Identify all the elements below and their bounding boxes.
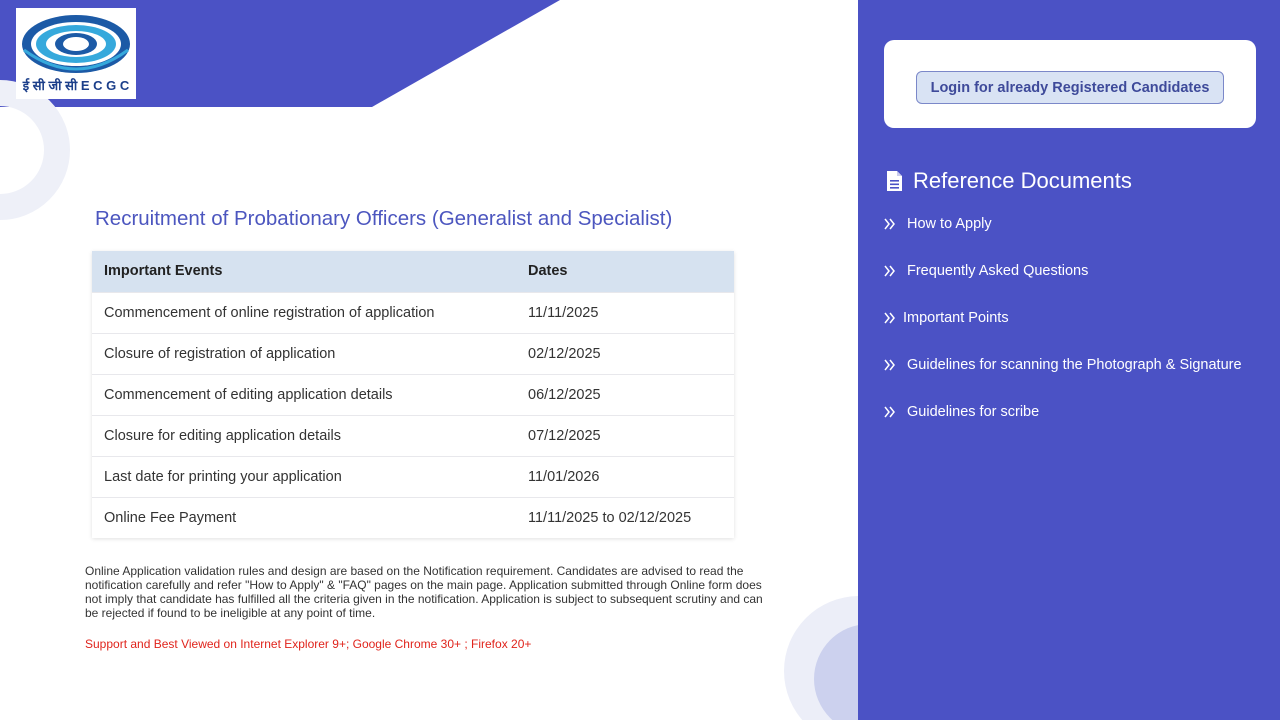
table-row <box>92 374 734 415</box>
ref-link-label: Important Points <box>903 310 1009 326</box>
sidebar <box>858 0 1280 720</box>
ref-link-important-points[interactable] <box>884 310 1009 326</box>
table-row <box>92 497 734 538</box>
double-chevron-right-icon <box>884 312 896 324</box>
event-cell: Closure of registration of application <box>92 333 516 374</box>
table-row <box>92 292 734 333</box>
column-header-events: Important Events <box>92 251 516 292</box>
ref-link-label: Guidelines for scribe <box>907 404 1040 420</box>
ecgc-logo-mark <box>16 8 136 99</box>
double-chevron-right-icon <box>884 218 896 230</box>
date-cell: 07/12/2025 <box>516 415 734 456</box>
date-cell: 02/12/2025 <box>516 333 734 374</box>
ref-link-scribe-guidelines[interactable] <box>884 404 1039 420</box>
document-icon <box>886 170 903 192</box>
ref-link-faq[interactable] <box>884 263 1088 279</box>
browser-support-note: Support and Best Viewed on Internet Explorer 9+; Google Chrome 30+ ; Firefox 20+ <box>85 637 532 651</box>
date-cell: 11/11/2025 to 02/12/2025 <box>516 497 734 538</box>
page-title: Recruitment of Probationary Officers (Generalist and Specialist) <box>95 207 673 230</box>
reference-documents-title: Reference Documents <box>913 168 1132 193</box>
date-cell: 11/01/2026 <box>516 456 734 497</box>
event-cell: Commencement of editing application details <box>92 374 516 415</box>
double-chevron-right-icon <box>884 359 896 371</box>
login-registered-button[interactable]: Login for already Registered Candidates <box>916 71 1224 104</box>
double-chevron-right-icon <box>884 406 896 418</box>
ecgc-logo[interactable] <box>16 8 136 99</box>
table-row <box>92 333 734 374</box>
important-events-table <box>92 251 734 538</box>
table-row <box>92 456 734 497</box>
reference-documents-heading <box>886 168 1132 194</box>
column-header-dates: Dates <box>516 251 734 292</box>
event-cell: Online Fee Payment <box>92 497 516 538</box>
ref-link-photo-signature-guidelines[interactable] <box>884 357 1242 373</box>
table-header-row <box>92 251 734 292</box>
ref-link-label: How to Apply <box>907 216 992 232</box>
table-row <box>92 415 734 456</box>
date-cell: 11/11/2025 <box>516 292 734 333</box>
login-card <box>884 40 1256 128</box>
logo-text: ई सी जी सी E C G C <box>22 78 130 93</box>
ref-link-label: Guidelines for scanning the Photograph & Signature <box>907 357 1242 373</box>
event-cell: Commencement of online registration of application <box>92 292 516 333</box>
date-cell: 06/12/2025 <box>516 374 734 415</box>
event-cell: Closure for editing application details <box>92 415 516 456</box>
ref-link-how-to-apply[interactable] <box>884 216 992 232</box>
double-chevron-right-icon <box>884 265 896 277</box>
ref-link-label: Frequently Asked Questions <box>907 263 1089 279</box>
event-cell: Last date for printing your application <box>92 456 516 497</box>
application-notice: Online Application validation rules and design are based on the Notification requirement. Candidates are advised to read the notification carefully and refer "How to Apply" & "FAQ" pages on the main page. Application submitted through Online form does not imply that candidate has fulfilled all the criteria given in the notification. Application is subject to subsequent scrutiny and can be rejected if found to be ineligible at any point of time. <box>85 564 763 620</box>
